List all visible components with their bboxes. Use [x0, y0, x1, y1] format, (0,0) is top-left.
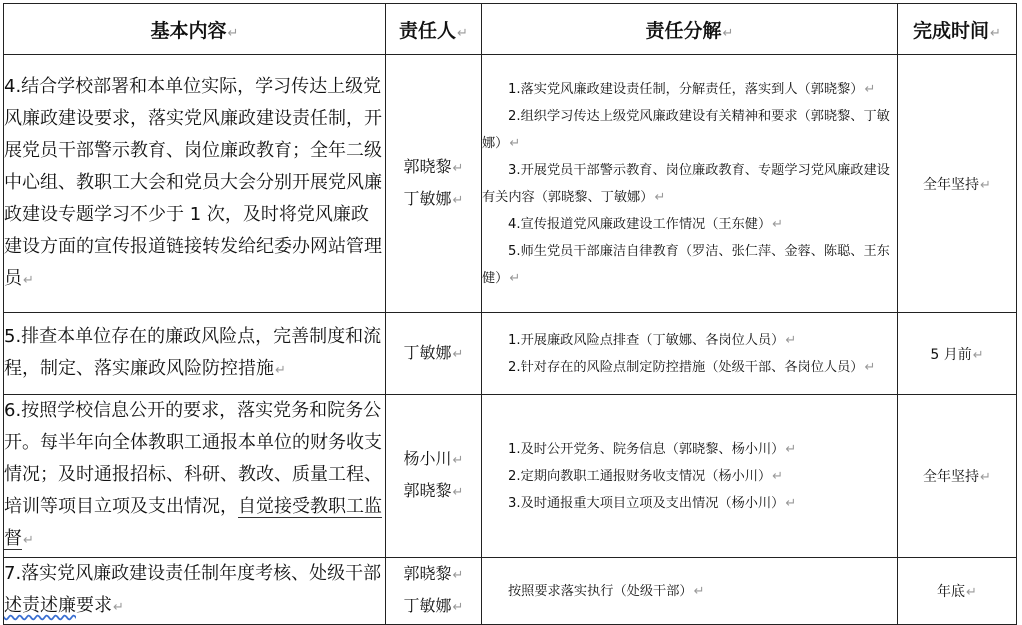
breakdown-item: 1.落实党风廉政建设责任制，分解责任，落实到人（郭晓黎）↵: [508, 81, 876, 97]
basic-content-cell: 5.排查本单位存在的廉政风险点，完善制度和流程，制定、落实廉政风险防控措施↵: [4, 313, 386, 395]
completion-time-cell: 5 月前↵: [898, 313, 1017, 395]
responsible-person-cell: 丁敏娜↵: [386, 313, 482, 395]
completion-time-cell: 全年坚持↵: [898, 55, 1017, 313]
header-split: 责任分解↵: [482, 4, 898, 55]
breakdown-item: 4.宣传报道党风廉政建设工作情况（王东健）↵: [508, 216, 784, 232]
responsible-person-cell: 杨小川↵ 郭晓黎↵: [386, 395, 482, 558]
responsibility-breakdown-cell: [482, 313, 898, 395]
underlined-text: 自觉接受教职工监督: [4, 496, 382, 549]
spellcheck-underlined-text: 述责述廉: [4, 595, 76, 616]
table-row: [4, 558, 1017, 625]
basic-content-cell: 4.结合学校部署和本单位实际，学习传达上级党风廉政建设要求，落实党风廉政建设责任制，开展党员干部警示教育、岗位廉政教育；全年二级中心组、教职工大会和党员大会分别开展党风廉政建设专题学习不少于 1 次，及时将党风廉政建设方面的宣传报道链接转发给纪委办网站管理员↵: [4, 55, 386, 313]
completion-time-cell: 年底↵: [898, 558, 1017, 625]
responsibility-breakdown-cell: [482, 395, 898, 558]
basic-content-cell: 6.按照学校信息公开的要求，落实党务和院务公开。每半年向全体教职工通报本单位的财务收支情况；及时通报招标、科研、教改、质量工程、培训等项目立项及支出情况，自觉接受教职工监督↵: [4, 395, 386, 558]
breakdown-item: 2.定期向教职工通报财务收支情况（杨小川）↵: [508, 468, 784, 484]
table-row: [4, 395, 1017, 558]
table-row: [4, 55, 1017, 313]
breakdown-item: 5.师生党员干部廉洁自律教育（罗洁、张仁萍、金蓉、陈聪、王东健）↵: [482, 243, 890, 286]
breakdown-item: 3.开展党员干部警示教育、岗位廉政教育、专题学习党风廉政建设有关内容（郭晓黎、丁敏娜）↵: [482, 162, 890, 205]
breakdown-item: 1.及时公开党务、院务信息（郭晓黎、杨小川）↵: [508, 441, 797, 457]
table-row: [4, 313, 1017, 395]
responsibility-breakdown-cell: [482, 55, 898, 313]
completion-time-cell: 全年坚持↵: [898, 395, 1017, 558]
header-person: 责任人↵: [386, 4, 482, 55]
breakdown-item: 2.针对存在的风险点制定防控措施（处级干部、各岗位人员）↵: [508, 359, 876, 375]
breakdown-item: 按照要求落实执行（处级干部）↵: [508, 583, 705, 599]
responsibility-table: [3, 3, 1017, 625]
header-basic: 基本内容↵: [4, 4, 386, 55]
breakdown-item: 3.及时通报重大项目立项及支出情况（杨小川）↵: [508, 495, 797, 511]
breakdown-item: 1.开展廉政风险点排查（丁敏娜、各岗位人员）↵: [508, 332, 797, 348]
header-time: 完成时间↵: [898, 4, 1017, 55]
responsible-person-cell: 郭晓黎↵ 丁敏娜↵: [386, 55, 482, 313]
responsible-person-cell: 郭晓黎↵ 丁敏娜↵: [386, 558, 482, 625]
basic-content-cell: 7.落实党风廉政建设责任制年度考核、处级干部述责述廉要求↵: [4, 558, 386, 625]
responsibility-breakdown-cell: [482, 558, 898, 625]
breakdown-item: 2.组织学习传达上级党风廉政建设有关精神和要求（郭晓黎、丁敏娜）↵: [482, 108, 890, 151]
header-row: [4, 4, 1017, 55]
